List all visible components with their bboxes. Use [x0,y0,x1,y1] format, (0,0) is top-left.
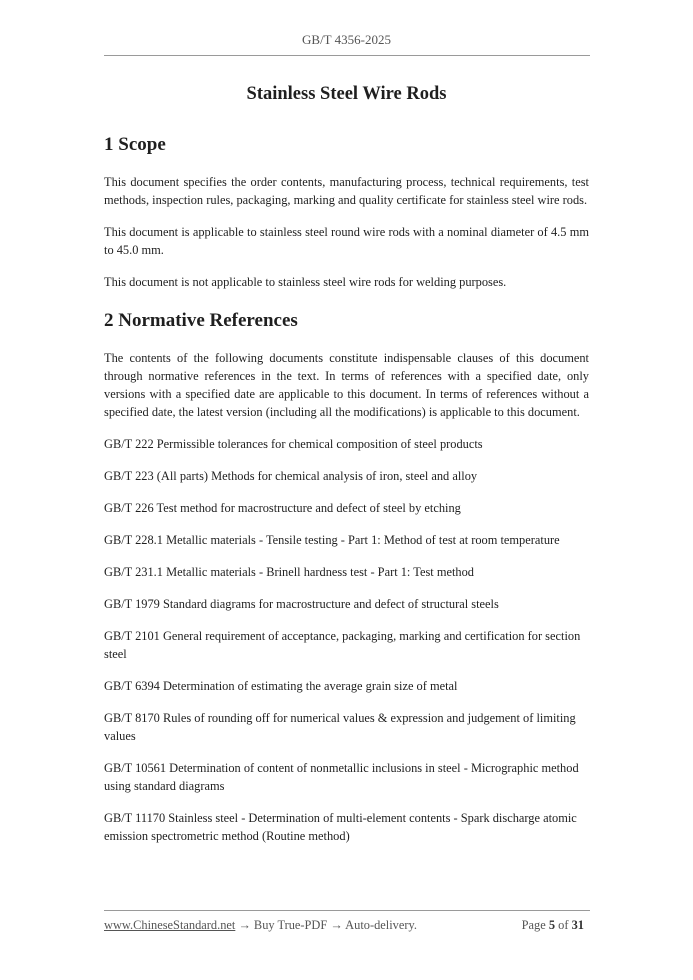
reference-item: GB/T 8170 Rules of rounding off for numerical values & expression and judgement of limiting values [104,711,576,743]
page-indicator [522,918,584,933]
page-total: 31 [571,918,584,932]
reference-item: GB/T 1979 Standard diagrams for macrostructure and defect of structural steels [104,597,499,611]
website-link[interactable]: www.ChineseStandard.net [104,918,236,932]
reference-item: GB/T 223 (All parts) Methods for chemical analysis of iron, steel and alloy [104,469,478,483]
reference-item: GB/T 6394 Determination of estimating the average grain size of metal [104,679,458,693]
page-header [0,32,693,48]
scope-paragraph: This document is not applicable to stainless steel wire rods for welding purposes. [104,275,507,289]
scope-paragraph: This document specifies the order contents, manufacturing process, technical requirements, test methods, inspection rules, packaging, marking and quality certificate for stainless steel wire rods. [104,175,589,207]
header-divider [104,55,590,56]
standard-id: GB/T 4356-2025 [302,32,391,47]
footer-divider [104,910,590,911]
reference-item: GB/T 11170 Stainless steel - Determination of multi-element contents - Spark discharge atomic emission spectrometric method (Routine method) [104,811,577,843]
reference-item: GB/T 231.1 Metallic materials - Brinell hardness test - Part 1: Test method [104,565,474,579]
reference-item: GB/T 2101 General requirement of acceptance, packaging, marking and certification for section steel [104,629,581,661]
footer-tagline: → Buy True-PDF → Auto-delivery. [235,918,417,932]
page-footer [104,918,590,933]
of-label: of [558,918,569,932]
document-title: Stainless Steel Wire Rods [246,84,447,104]
reference-list [104,435,589,845]
document-body [104,84,589,859]
references-intro: The contents of the following documents constitute indispensable clauses of this document through normative references in the text. In terms of references with a specified date, only versions with a specified date are applicable to this document. In terms of references without a specified date, the latest version (including all the modifications) is applicable to this document. [104,351,589,419]
page-current: 5 [548,918,556,932]
reference-item: GB/T 226 Test method for macrostructure and defect of steel by etching [104,501,461,515]
section-heading-scope: 1 Scope [104,134,166,155]
scope-paragraph: This document is applicable to stainless steel round wire rods with a nominal diameter of 4.5 mm to 45.0 mm. [104,225,589,257]
section-heading-normative-references: 2 Normative References [104,310,298,331]
page-label: Page [521,918,546,932]
reference-item: GB/T 10561 Determination of content of nonmetallic inclusions in steel - Micrographic method using standard diagrams [104,761,579,793]
reference-item: GB/T 222 Permissible tolerances for chemical composition of steel products [104,437,483,451]
reference-item: GB/T 228.1 Metallic materials - Tensile testing - Part 1: Method of test at room temperature [104,533,560,547]
